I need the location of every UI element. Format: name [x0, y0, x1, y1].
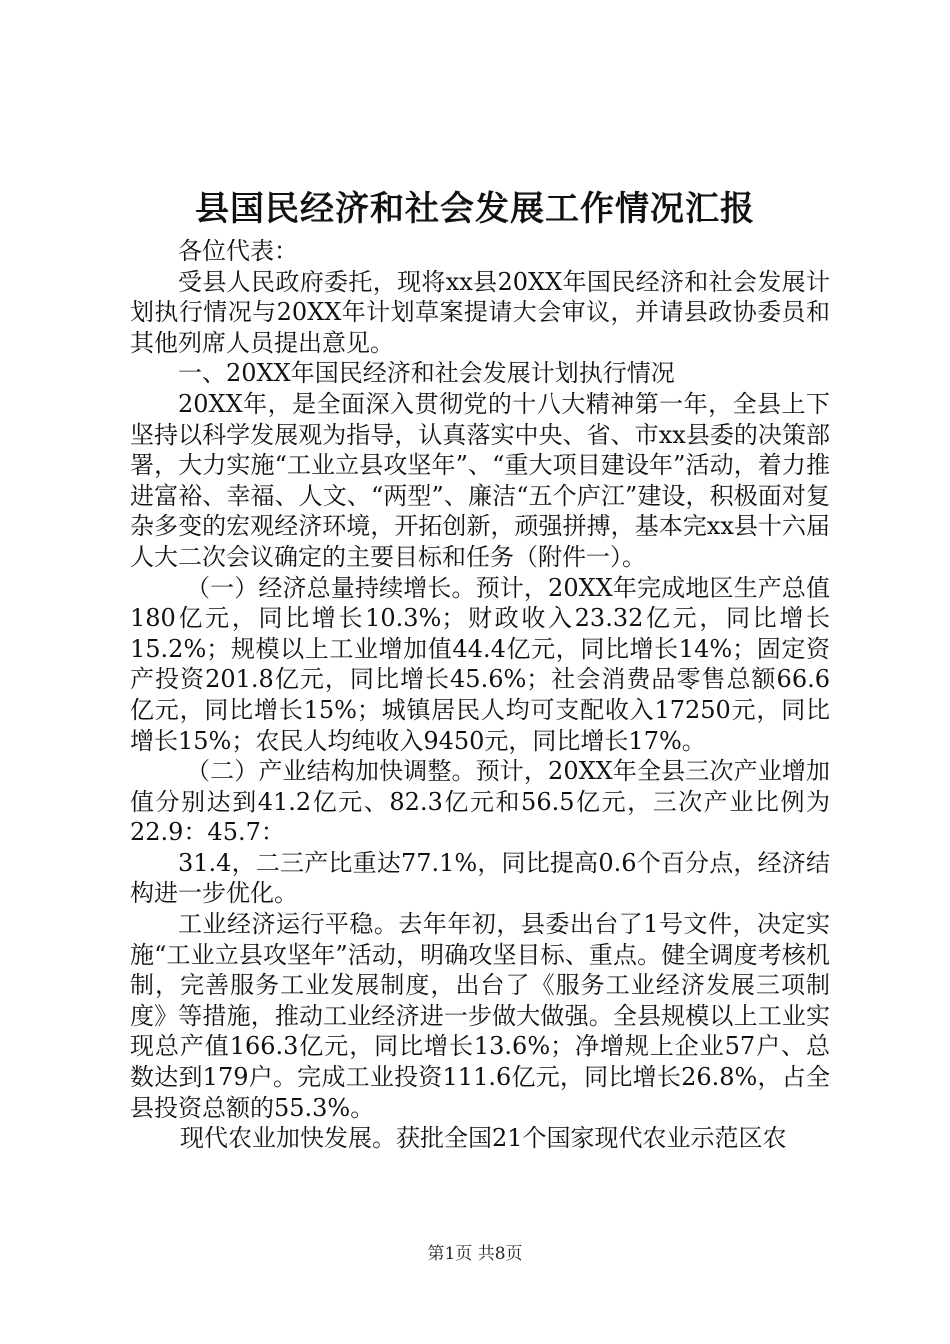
document-body — [130, 236, 830, 1154]
paragraph-modern-agriculture: 现代农业加快发展。获批全国21个国家现代农业示范区农 — [180, 1124, 787, 1153]
paragraph-industry-structure: （二）产业结构加快调整。预计，20XX年全县三次产业增加值分别达到41.2亿元、82.3亿元和56.5亿元，三次产业比例为22.9：45.7： — [130, 757, 830, 847]
salutation: 各位代表： — [178, 237, 298, 265]
document-title: 县国民经济和社会发展工作情况汇报 — [195, 189, 755, 229]
section-heading-1: 一、20XX年国民经济和社会发展计划执行情况 — [178, 359, 675, 388]
paragraph-industrial-economy: 工业经济运行平稳。去年年初，县委出台了1号文件，决定实施“工业立县攻坚年”活动，明确攻坚目标、重点。健全调度考核机制，完善服务工业发展制度，出台了《服务工业经济发展三项制度》等措施，推动工业经济进一步做大做强。全县规模以上工业实现总产值166.3亿元，同比增长13.6%；净增规上企业57户、总数达到179户。完成工业投资111.6亿元，同比增长26.8%，占全县投资总额的55.3%。 — [130, 910, 830, 1122]
page-number-footer: 第1页 共8页 — [427, 1244, 523, 1264]
paragraph-overview: 20XX年，是全面深入贯彻党的十八大精神第一年，全县上下坚持以科学发展观为指导，认真落实中央、省、市xx县委的决策部署，大力实施“工业立县攻坚年”、“重大项目建设年”活动，着力推进富裕、幸福、人文、“两型”、廉洁“五个庐江”建设，积极面对复杂多变的宏观经济环境，开拓创新，顽强拼搏，基本完xx县十六届人大二次会议确定的主要目标和任务（附件一）。 — [130, 389, 830, 571]
paragraph-intro: 受县人民政府委托，现将xx县20XX年国民经济和社会发展计划执行情况与20XX年计划草案提请大会审议，并请县政协委员和其他列席人员提出意见。 — [130, 267, 830, 357]
paragraph-economy-total: （一）经济总量持续增长。预计，20XX年完成地区生产总值180亿元，同比增长10.3%；财政收入23.32亿元，同比增长15.2%；规模以上工业增加值44.4亿元，同比增长14%；固定资产投资201.8亿元，同比增长45.6%；社会消费品零售总额66.6亿元，同比增长15%；城镇居民人均可支配收入17250元，同比增长15%；农民人均纯收入9450元，同比增长17%。 — [130, 573, 830, 755]
paragraph-structure-continued: 31.4，二三产比重达77.1%，同比提高0.6个百分点，经济结构进一步优化。 — [130, 848, 830, 908]
